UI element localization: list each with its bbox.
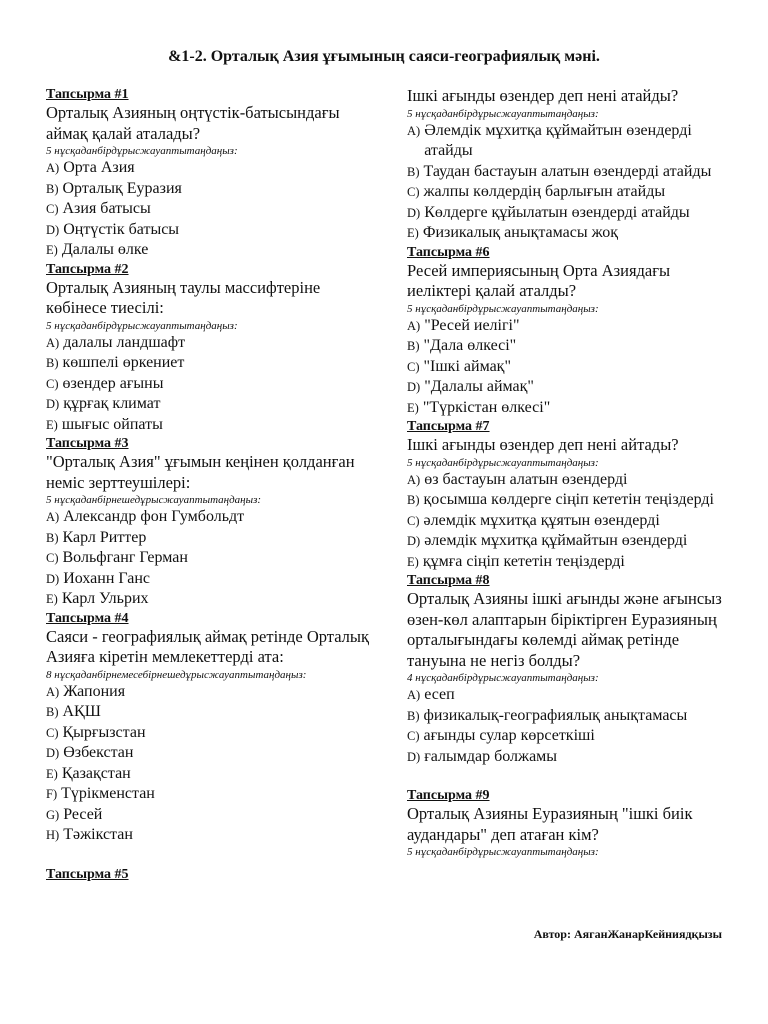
option-text: Таудан бастауын алатын өзендерді атайды	[423, 162, 712, 180]
task-2-option	[46, 353, 381, 374]
option-letter: E)	[407, 226, 419, 240]
task-7-option	[407, 490, 725, 511]
option-text: Өзбекстан	[63, 744, 134, 761]
option-text: Александр фон Гумбольдт	[63, 508, 245, 525]
option-text: Вольфганг Герман	[62, 549, 188, 566]
option-text: Оңтүстік батысы	[63, 220, 180, 238]
option-letter: D)	[46, 746, 60, 760]
option-text: "Дала өлкесі"	[423, 337, 517, 354]
option-letter: C)	[407, 513, 420, 528]
option-letter: D)	[407, 534, 421, 548]
option-letter: A)	[407, 123, 421, 138]
option-text: өз бастауын алатын өзендерді	[424, 470, 628, 488]
task-1-label: Тапсырма #1	[46, 87, 129, 102]
option-text: қосымша көлдерге сіңіп кететін теңіздерді	[423, 491, 714, 508]
task-6-option	[407, 336, 725, 357]
task-3-question: "Орталық Азия" ұғымын кеңінен қолданған неміс зерттеушілері:	[46, 452, 355, 492]
option-text: АҚШ	[62, 703, 101, 720]
option-letter: D)	[407, 749, 421, 764]
task-5-option	[407, 223, 725, 244]
option-text: Иоханн Ганс	[63, 569, 150, 587]
task-4-option	[46, 825, 381, 846]
option-text: Қырғызстан	[62, 723, 146, 741]
task-7-label: Тапсырма #7	[407, 419, 490, 434]
option-letter: B)	[46, 530, 59, 545]
task-7-instruction: 5 нұсқаданбірдұрысжауаптытаңдаңыз:	[407, 456, 599, 469]
task-2-option	[46, 333, 381, 354]
option-letter: E)	[46, 592, 58, 606]
option-text: Жапония	[63, 682, 126, 700]
option-text: құмға сіңіп кететін теңіздерді	[422, 552, 625, 570]
task-2-label: Тапсырма #2	[46, 261, 129, 277]
task-3-option	[46, 528, 381, 549]
task-8-option	[407, 706, 725, 727]
task-6-option	[407, 398, 725, 419]
option-text: Қазақстан	[61, 764, 131, 782]
left-column	[46, 86, 381, 883]
option-letter: A)	[407, 318, 421, 333]
task-4-option	[46, 682, 381, 703]
task-3-option	[46, 589, 381, 610]
spacer	[46, 846, 381, 866]
task-6-instruction: 5 нұсқаданбірдұрысжауаптытаңдаңыз:	[407, 302, 599, 315]
option-text: "Ішкі аймақ"	[423, 357, 511, 375]
option-letter: E)	[46, 243, 58, 257]
task-4-question: Саяси - географиялық аймақ ретінде Орталық Азияға кіретін мемлекеттерді ата:	[46, 626, 370, 666]
option-letter: D)	[407, 205, 421, 220]
option-text: Түрікменстан	[61, 785, 155, 802]
option-text: Орта Азия	[63, 159, 135, 176]
option-letter: B)	[46, 356, 59, 370]
task-8-question: Орталық Азияны ішкі ағынды және ағынсыз өзен-көл алаптарын біріктірген Еуразияның орталығындағы көлемді аймақ ретінде тануына не негіз болды?	[407, 589, 722, 670]
option-letter: A)	[46, 161, 60, 175]
option-text: шығыс ойпаты	[61, 415, 163, 433]
task-9-instruction: 5 нұсқаданбірдұрысжауаптытаңдаңыз:	[407, 846, 599, 858]
option-letter: A)	[46, 684, 60, 699]
task-8-instruction: 4 нұсқаданбірдұрысжауаптытаңдаңыз:	[407, 672, 599, 684]
task-2-instruction: 5 нұсқаданбірдұрысжауаптытаңдаңыз:	[46, 319, 238, 332]
option-letter: B)	[407, 493, 420, 507]
option-text: ғалымдар болжамы	[424, 747, 558, 765]
task-1-option	[46, 199, 381, 220]
option-letter: C)	[407, 359, 420, 374]
task-4-option	[46, 764, 381, 785]
spacer	[407, 767, 725, 787]
task-3-option	[46, 569, 381, 590]
option-letter: D)	[46, 222, 60, 237]
option-letter: C)	[46, 202, 59, 216]
option-text: жалпы көлдердің барлығын атайды	[423, 183, 666, 200]
option-letter: B)	[407, 164, 420, 179]
option-letter: A)	[407, 688, 421, 702]
option-letter: B)	[46, 705, 59, 719]
option-letter: C)	[46, 725, 59, 740]
option-letter: E)	[407, 554, 419, 569]
task-3-label: Тапсырма #3	[46, 436, 129, 451]
task-8-label: Тапсырма #8	[407, 573, 490, 588]
option-letter: A)	[407, 472, 421, 487]
task-8-option	[407, 726, 725, 747]
task-2-question: Орталық Азияның таулы массифтеріне көбінесе тиесілі:	[46, 277, 321, 317]
option-text: Орталық Еуразия	[62, 179, 182, 197]
task-6-option	[407, 377, 725, 398]
task-4-option	[46, 784, 381, 805]
option-text: құрғақ климат	[63, 395, 161, 412]
task-4-label: Тапсырма #4	[46, 610, 129, 626]
task-5-question: Ішкі ағынды өзендер деп нені атайды?	[407, 86, 679, 105]
option-text: Карл Риттер	[62, 528, 147, 546]
task-8-option	[407, 685, 725, 706]
task-3-option	[46, 507, 381, 528]
option-text: әлемдік мұхитқа құймайтын өзендерді	[424, 532, 688, 549]
option-letter: C)	[46, 376, 59, 391]
task-1-option	[46, 179, 381, 200]
option-letter: C)	[407, 185, 420, 199]
task-2-option	[46, 415, 381, 436]
option-letter: E)	[46, 417, 58, 432]
option-text: Далалы өлке	[61, 241, 149, 258]
option-letter: E)	[407, 400, 419, 415]
author-line: Автор: АяганЖанарКейниядқызы	[533, 927, 722, 941]
task-1-option	[46, 158, 381, 179]
option-letter: B)	[407, 708, 420, 723]
option-text: өзендер ағыны	[62, 374, 164, 392]
task-6-option	[407, 357, 725, 378]
option-text: есеп	[424, 686, 455, 703]
option-text: Физикалық анықтамасы жоқ	[422, 224, 619, 241]
option-letter: B)	[46, 181, 59, 196]
task-3-option	[46, 548, 381, 569]
task-5-option	[407, 162, 725, 183]
option-letter: H)	[46, 828, 60, 842]
task-3-instruction: 5 нұсқаданбірнешедұрысжауаптытаңдаңыз:	[46, 494, 262, 506]
option-letter: C)	[407, 729, 420, 743]
task-1-option	[46, 220, 381, 241]
task-6-label: Тапсырма #6	[407, 244, 490, 260]
task-6-option	[407, 316, 725, 337]
right-column	[407, 86, 725, 859]
task-5-option	[407, 203, 725, 224]
option-text: далалы ландшафт	[63, 333, 186, 351]
task-1-instruction: 5 нұсқаданбірдұрысжауаптытаңдаңыз:	[46, 145, 238, 157]
task-9-question: Орталық Азияны Еуразияның "ішкі биік аудандары" деп атаған кім?	[407, 804, 693, 844]
option-letter: E)	[46, 766, 58, 781]
option-letter: D)	[46, 571, 60, 586]
task-4-option	[46, 723, 381, 744]
option-text: физикалық-географиялық анықтамасы	[423, 706, 688, 724]
option-text: Ресей	[63, 805, 103, 823]
task-4-option	[46, 805, 381, 826]
option-text: Әлемдік мұхитқа құймайтын өзендерді атайды	[424, 121, 692, 159]
task-1-question: Орталық Азияның оңтүстік-батысындағы аймақ қалай аталады?	[46, 103, 340, 143]
option-text: көшпелі өркениет	[62, 354, 185, 371]
option-letter: C)	[46, 551, 59, 565]
option-text: Азия батысы	[62, 200, 151, 217]
option-text: Тәжікстан	[63, 826, 133, 843]
option-letter: D)	[46, 397, 60, 411]
task-4-option	[46, 743, 381, 764]
task-2-option	[46, 374, 381, 395]
task-5-instruction: 5 нұсқаданбірдұрысжауаптытаңдаңыз:	[407, 107, 599, 120]
task-7-option	[407, 511, 725, 532]
option-letter: B)	[407, 339, 420, 353]
option-letter: G)	[46, 807, 60, 822]
task-1-option	[46, 240, 381, 261]
task-5-option	[407, 182, 725, 203]
task-5-option	[407, 121, 725, 162]
page-title: &1-2. Орталық Азия ұғымының саяси-географиялық мәні.	[168, 48, 600, 65]
option-letter: F)	[46, 787, 58, 801]
option-letter: D)	[407, 380, 421, 394]
option-text: әлемдік мұхитқа құятын өзендерді	[423, 511, 660, 529]
task-7-question: Ішкі ағынды өзендер деп нені айтады?	[407, 435, 679, 454]
option-text: "Ресей иелігі"	[424, 316, 520, 334]
task-7-option	[407, 552, 725, 573]
option-text: ағынды сулар көрсеткіші	[423, 727, 595, 744]
option-text: "Далалы аймақ"	[424, 378, 534, 395]
option-text: "Түркістан өлкесі"	[422, 398, 551, 416]
task-4-instruction: 8 нұсқаданбірнемесебірнешедұрысжауаптытаңдаңыз:	[46, 668, 307, 681]
option-text: Көлдерге құйылатын өзендерді атайды	[424, 203, 690, 221]
option-letter: A)	[46, 335, 60, 350]
option-letter: A)	[46, 510, 60, 524]
task-2-option	[46, 394, 381, 415]
task-9-label: Тапсырма #9	[407, 788, 490, 803]
task-8-option	[407, 747, 725, 768]
task-5-label: Тапсырма #5	[46, 866, 129, 882]
task-6-question: Ресей империясының Орта Азиядағы иеліктері қалай аталды?	[407, 260, 671, 300]
option-text: Карл Ульрих	[61, 590, 149, 607]
task-4-option	[46, 702, 381, 723]
task-7-option	[407, 470, 725, 491]
task-7-option	[407, 531, 725, 552]
